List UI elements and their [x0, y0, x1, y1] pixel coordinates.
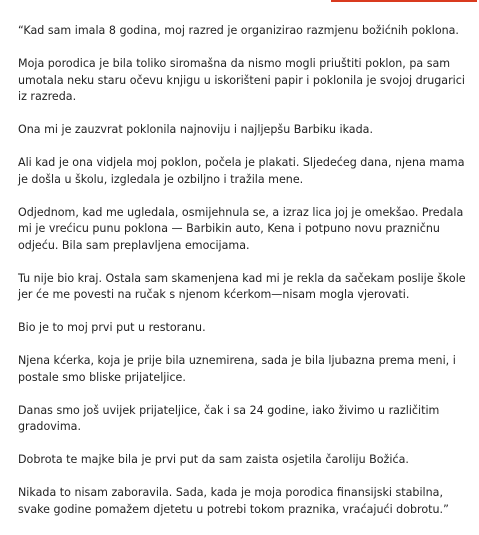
- article-paragraph: Bio je to moj prvi put u restoranu.: [18, 321, 206, 334]
- top-accent-line: [331, 0, 477, 2]
- article-paragraph: Njena kćerka, koja je prije bila uznemirena, sada je bila ljubazna prema meni, i postale smo bliske prijateljice.: [18, 354, 456, 384]
- article-paragraph: Tu nije bio kraj. Ostala sam skamenjena kad mi je rekla da sačekam poslije škole jer će me povesti na ručak s njenom kćerkom—nisam mogla vjerovati.: [18, 271, 466, 301]
- article-paragraph: Odjednom, kad me ugledala, osmijehnula se, a izraz lica joj je omekšao. Predala mi je vrećicu punu poklona — Barbikin auto, Kena i potpuno novu prazničnu odjeću. Bila sam preplavljena emocijama.: [18, 205, 464, 252]
- article-paragraph: Moja porodica je bila toliko siromašna da nismo mogli priuštiti poklon, pa sam umotala neku staru očevu knjigu u iskorišteni papir i poklonila je svojoj drugarici iz razreda.: [18, 57, 465, 103]
- article-paragraph: Ona mi je zauzvrat poklonila najnoviju i najljepšu Barbiku ikada.: [18, 123, 373, 136]
- article-body: [18, 23, 468, 535]
- article-paragraph: Nikada to nisam zaboravila. Sada, kada je moja porodica finansijski stabilna, svake godine pomažem djetetu u potrebi tokom praznika, vraćajući dobrotu.”: [18, 486, 449, 516]
- article-paragraph: Ali kad je ona vidjela moj poklon, počela je plakati. Sljedećeg dana, njena mama je došla u školu, izgledala je ozbiljno i tražila mene.: [18, 156, 465, 186]
- article-paragraph: Dobrota te majke bila je prvi put da sam zaista osjetila čaroliju Božića.: [18, 453, 409, 466]
- article-paragraph: Danas smo još uvijek prijateljice, čak i sa 24 godine, iako živimo u različitim gradovima.: [18, 403, 440, 433]
- article-paragraph: “Kad sam imala 8 godina, moj razred je organizirao razmjenu božićnih poklona.: [18, 24, 459, 37]
